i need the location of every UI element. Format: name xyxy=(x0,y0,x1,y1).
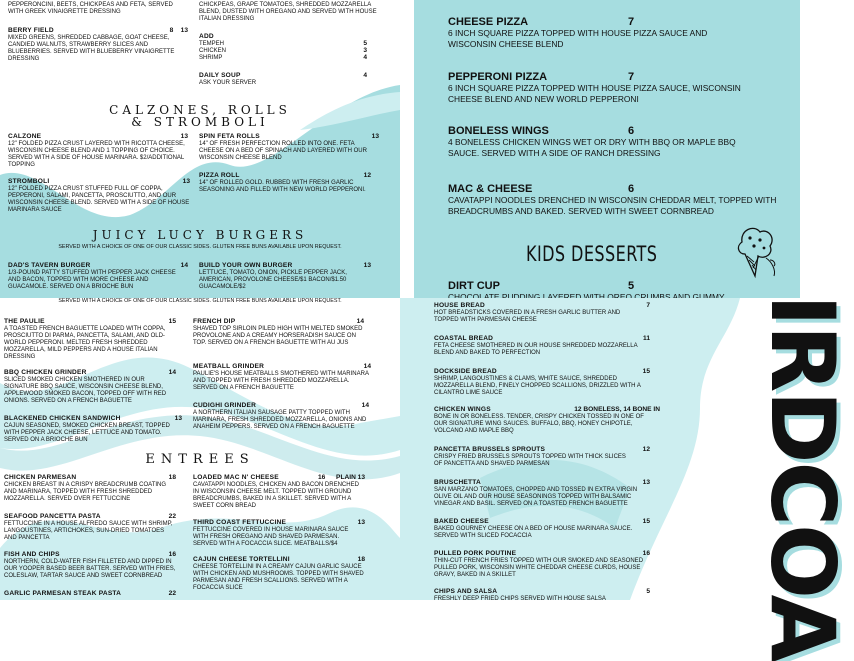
item-price: 16 xyxy=(168,551,176,558)
menu-item-spin-feta-rolls xyxy=(199,133,379,162)
item-desc: PAULIE'S HOUSE MEATBALLS SMOTHERED WITH MARINARA AND TOPPED WITH FRESH SHREDDED MOZZARELLA. SERVED ON A FRENCH BAGUETTE xyxy=(193,371,369,392)
menu-item-blackened-chicken-sandwich xyxy=(4,415,182,444)
item-name: BRUSCHETTA xyxy=(434,479,481,486)
menu-item-loaded-mac-n-cheese xyxy=(193,474,365,510)
item-price: 22 xyxy=(168,590,176,597)
item-price: 6 xyxy=(628,183,635,195)
section-heading-stromboli: & STROMBOLI xyxy=(131,115,269,129)
item-price: 8 13 xyxy=(169,27,188,34)
menu-item-pulled-pork-poutine xyxy=(434,550,650,579)
section-heading-burgers: JUICY LUCY BURGERS xyxy=(92,228,308,242)
menu-item-boneless-wings xyxy=(448,125,778,158)
item-desc: CAJUN SEASONED, SMOKED CHICKEN BREAST, TOPPED WITH PEPPER JACK CHEESE, LETTUCE AND TOMATO. SERVED ON A BRIOCHE BUN xyxy=(4,423,170,444)
item-desc: BAKED GOURNEY CHEESE ON A BED OF HOUSE MARINARA SAUCE. SERVED WITH SLICED FOCACCIA xyxy=(434,526,633,540)
item-name: HOUSE BREAD xyxy=(434,302,485,309)
item-desc: LETTUCE, TOMATO, ONION, PICKLE PEPPER JACK, AMERICAN, PROVOLONE CHEESE/$1 BACON/$1.50 GUACAMOLE/$2 xyxy=(199,270,347,291)
item-desc: NORTHERN, COLD-WATER FISH FILLETED AND DIPPED IN OUR YOOPER BASED BEER BATTER. SERVED WITH FRIES, COLESLAW, TARTAR SAUCE AND SWEET CORNBREAD xyxy=(4,559,176,580)
item-price: 15 xyxy=(642,518,650,525)
item-desc: PEPPERONCINI, BEETS, CHICKPEAS AND FETA, SERVED WITH GREEK VINAIGRETTE DRESSING xyxy=(8,2,173,15)
item-desc: BONE IN OR BONELESS. TENDER, CRISPY CHICKEN TOSSED IN ONE OF OUR SIGNATURE WING SAUCES. BUFFALO, BBQ, HONEY CHIPOTLE, VOLCANO AND MAPLE BBQ xyxy=(434,414,644,435)
item-name: BONELESS WINGS xyxy=(448,125,549,137)
menu-item-dads-tavern-burger xyxy=(8,262,188,291)
item-desc: MIXED GREENS, SHREDDED CABBAGE, GOAT CHEESE, CANDIED WALNUTS, STRAWBERRY SLICES AND BLUEBERRIES. SERVED WITH BLUEBERRY VINAIGRETTE DRESSING xyxy=(8,35,175,62)
item-name: CALZONE xyxy=(8,133,42,140)
menu-item-chicken-parmesan xyxy=(4,474,176,503)
item-name: CHICKEN WINGS xyxy=(434,406,491,413)
item-price: 11 xyxy=(643,335,650,342)
item-name: BLACKENED CHICKEN SANDWICH xyxy=(4,415,121,422)
item-desc: THIN-CUT FRENCH FRIES TOPPED WITH OUR SMOKED AND SEASONED PULLED PORK, WISCONSIN WHITE CHEDDAR CHEESE CURDS, HOUSE GRAVY, BAKED IN A SKILLET xyxy=(434,558,644,579)
item-price: 7 xyxy=(646,302,650,309)
add-title: ADD xyxy=(199,33,214,40)
item-name: COASTAL BREAD xyxy=(434,335,494,342)
item-desc: 14" OF ROLLED GOLD. RUBBED WITH FRESH GARLIC SEASONING AND FILLED WITH NEW WORLD PEPPERONI. xyxy=(199,180,366,194)
item-name: CAJUN CHEESE TORTELLINI xyxy=(193,556,290,563)
item-name: LOADED MAC N' CHEESE xyxy=(193,474,279,481)
item-desc: CHICKEN BREAST IN A CRISPY BREADCRUMB COATING AND MARINARA, TOPPED WITH FRESH SHREDDED MOZZARELLA. SERVED OVER FETTUCCINE xyxy=(4,482,167,503)
item-name: THE PAULIE xyxy=(4,318,45,325)
menu-item-calzone xyxy=(8,133,188,169)
menu-item-house-bread xyxy=(434,302,650,324)
item-desc: SHRIMP, LANGOUSTINES & CLAMS, WHITE SAUCE, SHREDDED MOZZARELLA BLEND, FINELY CHOPPED SCALLIONS, DRIZZLED WITH A CILANTRO LIME SAUCE xyxy=(434,376,641,397)
add-item-price: 5 xyxy=(363,40,367,48)
item-desc: SLICED SMOKED CHICKEN SMOTHERED IN OUR SIGNATURE BBQ SAUCE, WISCONSIN CHEESE BLEND, APPLEWOOD SMOKED BACON, TOPPED OFF WITH RED ONIONS. SERVED ON A FRENCH BAGUETTE xyxy=(4,377,167,404)
add-item-name: SHRIMP xyxy=(199,55,223,62)
item-name: MAC & CHEESE xyxy=(448,183,533,195)
item-name: MEATBALL GRINDER xyxy=(193,363,265,370)
item-price: 15 xyxy=(642,368,650,375)
item-price: 13 xyxy=(182,178,190,185)
item-price: 14 xyxy=(168,369,176,376)
item-name: PEPPERONI PIZZA xyxy=(448,71,548,83)
item-desc: FRESHLY DEEP FRIED CHIPS SERVED WITH HOUSE SALSA xyxy=(434,596,606,603)
item-price: 5 xyxy=(628,280,635,292)
section-heading-calzones: CALZONES, ROLLS xyxy=(109,103,291,117)
menu-item-daily-soup xyxy=(199,72,367,87)
item-price: 6 xyxy=(628,125,635,137)
menu-item-pizza-roll xyxy=(199,172,371,194)
item-name: PANCETTA BRUSSELS SPROUTS xyxy=(434,446,546,453)
item-price: 4 xyxy=(363,72,367,79)
item-desc: SHAVED TOP SIRLOIN PILED HIGH WITH MELTED SMOKED PROVOLONE AND A CREAMY HORSERADISH SAUCE ON TOP. SERVED ON A FRENCH BAGUETTE WITH AU JUS xyxy=(193,326,363,347)
item-price: 22 xyxy=(168,513,176,520)
menu-item-chicken-wings xyxy=(434,406,660,435)
item-price: 13 xyxy=(642,479,650,486)
brand-logo-text: IRDCOA xyxy=(751,294,854,661)
menu-panel-salads-calzones-burgers xyxy=(0,0,400,298)
item-name: CHEESE PIZZA xyxy=(448,16,529,28)
item-price: 15 xyxy=(168,318,176,325)
menu-item-the-paulie xyxy=(4,318,176,361)
item-name: BUILD YOUR OWN BURGER xyxy=(199,262,293,269)
item-name: DAILY SOUP xyxy=(199,72,241,79)
item-name: PIZZA ROLL xyxy=(199,172,240,179)
item-price: 13 xyxy=(174,415,182,422)
item-desc: A NORTHERN ITALIAN SAUSAGE PATTY TOPPED WITH MARINARA, FRESH SHREDDED MOZZARELLA, ONIONS AND ANAHEIM PEPPERS. SERVED ON A FRENCH BAGUETTE xyxy=(193,410,367,431)
item-desc: FETA CHEESE SMOTHERED IN OUR HOUSE SHREDDED MOZZARELLA BLEND AND BAKED TO PERFECTION xyxy=(434,343,638,357)
section-heading-kids-desserts: KIDS DESSERTS xyxy=(526,242,658,266)
item-desc: SAN MARZANO TOMATOES, CHOPPED AND TOSSED IN EXTRA VIRGIN OLIVE OIL AND OUR HOUSE SEASONINGS TOPPED WITH BALSAMIC VINEGAR AND BASIL. SERVED ON A TOASTED FRENCH BAGUETTE xyxy=(434,487,638,508)
item-price: 12 xyxy=(363,172,371,179)
add-item-name: CHICKEN xyxy=(199,48,227,55)
menu-item-seafood-pancetta-pasta xyxy=(4,513,176,542)
menu-item-pepperoni-pizza xyxy=(448,71,768,104)
item-desc: CHICKPEAS, GRAPE TOMATOES, SHREDDED MOZZARELLA BLEND, DUSTED WITH OREGANO AND SERVED WITH HOUSE ITALIAN DRESSING xyxy=(199,2,377,22)
item-price: 14 xyxy=(363,363,371,370)
add-ons xyxy=(199,33,367,61)
menu-item-bruschetta xyxy=(434,479,650,508)
menu-item-third-coast-fettuccine xyxy=(193,519,365,548)
item-name: THIRD COAST FETTUCCINE xyxy=(193,519,287,526)
item-name: DIRT CUP xyxy=(448,280,500,292)
menu-panel-sandwiches-entrees xyxy=(0,298,400,600)
menu-item-french-dip xyxy=(193,318,364,347)
item-desc: 14" OF FRESH PERFECTION ROLLED INTO ONE. FETA CHEESE ON A BED OF SPINACH AND LAYERED WITH OUR WISCONSIN CHEESE BLEND xyxy=(199,141,367,162)
item-desc: CHEESE TORTELLINI IN A CREAMY CAJUN GARLIC SAUCE WITH CHICKEN AND MUSHROOMS. TOPPED WITH SHAVED PARMESAN AND FRESH SCALLIONS. SERVED WITH A FOCACCIA SLICE xyxy=(193,564,364,591)
menu-item-coastal-bread xyxy=(434,335,650,357)
item-name: DAD'S TAVERN BURGER xyxy=(8,262,91,269)
item-desc: A TOASTED FRENCH BAGUETTE LOADED WITH COPPA, PROSCIUTTO DI PARMA, PANCETTA, SALAMI, AND OLD-WORLD PEPPERONI. MELTED FRESH SHREDDED MOZZARELLA, MILD PEPPERS AND A HOUSE ITALIAN DRESSING xyxy=(4,326,166,360)
item-desc: 12" FOLDED PIZZA CRUST STUFFED FULL OF COPPA, PEPPERONI, SALAMI, PANCETTA, PROSCIUTTO, AND OUR WISCONSIN CHEESE BLEND. SERVED WITH A SIDE OF HOUSE MARINARA SAUCE xyxy=(8,186,190,213)
item-desc: 1/3-POUND PATTY STUFFED WITH PEPPER JACK CHEESE AND BACON, TOPPED WITH MORE CHEESE AND GUACAMOLE. SERVED ON A BRIOCHE BUN xyxy=(8,270,176,291)
item-name: DOCKSIDE BREAD xyxy=(434,368,497,375)
item-desc: FETTUCCINE IN A HOUSE ALFREDO SAUCE WITH SHRIMP, LANGOUSTINES, ARTICHOKES, SUN-DRIED TOMATOES AND PANCETTA xyxy=(4,521,173,542)
ice-cream-cone-icon xyxy=(730,224,780,282)
item-desc: 4 BONELESS CHICKEN WINGS WET OR DRY WITH BBQ OR MAPLE BBQ SAUCE. SERVED WITH A SIDE OF RANCH DRESSING xyxy=(448,137,736,158)
item-price: 18 xyxy=(168,474,176,481)
menu-item-cudighi-grinder xyxy=(193,402,369,431)
item-price: 13 xyxy=(357,519,365,526)
item-price-plain: PLAIN 13 xyxy=(336,474,365,481)
add-item-price: 3 xyxy=(363,47,367,55)
menu-item-meatball-grinder xyxy=(193,363,371,392)
item-desc: CAVATAPPI NOODLES, CHICKEN AND BACON DRENCHED IN WISCONSIN CHEESE MELT. TOPPED WITH GROUND BREADCRUMBS, BAKED IN A SKILLET. SERVED WITH A SWEET CORN BREAD xyxy=(193,482,359,509)
item-price: 13 xyxy=(180,133,188,140)
section-note: SERVED WITH A CHOICE OF ONE OF OUR CLASSIC SIDES. GLUTEN FREE BUNS AVAILABLE UPON REQUEST. xyxy=(58,298,342,304)
item-price: 13 xyxy=(363,262,371,269)
item-name: PULLED PORK POUTINE xyxy=(434,550,517,557)
item-price: 7 xyxy=(628,16,635,28)
item-name: CHICKEN PARMESAN xyxy=(4,474,77,481)
item-price: 5 xyxy=(646,588,650,595)
menu-item-garlic-parmesan-steak-pasta xyxy=(4,590,176,597)
item-price: 14 xyxy=(180,262,188,269)
menu-item-pancetta-brussels-sprouts xyxy=(434,446,650,468)
item-price: 16 xyxy=(642,550,650,557)
item-desc: CRISPY FRIED BRUSSELS SPROUTS TOPPED WITH THICK SLICES OF PANCETTA AND SHAVED PARMESAN xyxy=(434,454,626,468)
item-price: 14 xyxy=(361,402,369,409)
menu-item-cheese-pizza xyxy=(448,16,768,49)
add-item-price: 4 xyxy=(363,54,367,62)
menu-item-mac-and-cheese xyxy=(448,183,788,216)
item-name: SEAFOOD PANCETTA PASTA xyxy=(4,513,101,520)
item-desc: 6 INCH SQUARE PIZZA TOPPED WITH HOUSE PIZZA SAUCE, WISCONSIN CHEESE BLEND AND NEW WORLD PEPPERONI xyxy=(448,83,741,104)
menu-item-stromboli xyxy=(8,178,190,214)
menu-item-build-your-own-burger xyxy=(199,262,371,291)
item-price: 7 xyxy=(628,71,635,83)
menu-item-baked-cheese xyxy=(434,518,650,540)
menu-panel-kids xyxy=(414,0,800,302)
item-name: FRENCH DIP xyxy=(193,318,236,325)
item-price: 13 xyxy=(371,133,379,140)
item-price: 16 xyxy=(318,474,326,481)
item-desc: 12" FOLDED PIZZA CRUST LAYERED WITH RICOTTA CHEESE, WISCONSIN CHEESE BLEND AND 1 TOPPING OF CHOICE. SERVED WITH A SIDE OF HOUSE MARINARA. $2/ADDITIONAL TOPPING xyxy=(8,141,185,168)
item-price: 18 xyxy=(357,556,365,563)
section-note: SERVED WITH A CHOICE OF ONE OF OUR CLASSIC SIDES. GLUTEN FREE BUNS AVAILABLE UPON REQUEST. xyxy=(58,244,342,250)
menu-panel-appetizers xyxy=(400,294,854,661)
menu-item-dockside-bread xyxy=(434,368,650,397)
item-name: BBQ CHICKEN GRINDER xyxy=(4,369,87,376)
item-desc: 6 INCH SQUARE PIZZA TOPPED WITH HOUSE PIZZA SAUCE AND WISCONSIN CHEESE BLEND xyxy=(448,28,708,49)
item-price: 12 BONELESS, 14 BONE IN xyxy=(574,406,660,413)
menu-item-cajun-cheese-tortellini xyxy=(193,556,365,592)
item-desc: FETTUCCINE COVERED IN HOUSE MARINARA SAUCE WITH FRESH OREGANO AND SHAVED PARMESAN. SERVED WITH A FOCACCIA SLICE. MEATBALLS/$4 xyxy=(193,527,349,548)
item-price: 12 xyxy=(642,446,650,453)
item-name: SPIN FETA ROLLS xyxy=(199,133,260,140)
menu-item-fish-and-chips xyxy=(4,551,176,580)
menu-item-berry-field xyxy=(8,27,188,63)
item-name: GARLIC PARMESAN STEAK PASTA xyxy=(4,590,122,597)
add-item-name: TEMPEH xyxy=(199,41,225,48)
item-name: FISH AND CHIPS xyxy=(4,551,60,558)
item-price: 14 xyxy=(356,318,364,325)
item-name: BERRY FIELD xyxy=(8,27,54,34)
item-desc: ASK YOUR SERVER xyxy=(199,80,257,87)
item-name: BAKED CHEESE xyxy=(434,518,489,525)
menu-item-bbq-chicken-grinder xyxy=(4,369,176,405)
section-heading-entrees: ENTREES xyxy=(145,452,255,467)
item-name: CHIPS AND SALSA xyxy=(434,588,498,595)
item-name: STROMBOLI xyxy=(8,178,50,185)
item-desc: HOT BREADSTICKS COVERED IN A FRESH GARLIC BUTTER AND TOPPED WITH PARMESAN CHEESE xyxy=(434,310,621,324)
item-desc: CAVATAPPI NOODLES DRENCHED IN WISCONSIN CHEDDAR MELT, TOPPED WITH BREADCRUMBS AND BAKED. SERVED WITH SWEET CORNBREAD xyxy=(448,195,777,216)
item-name: CUDIGHI GRINDER xyxy=(193,402,257,409)
menu-item-chips-and-salsa xyxy=(434,588,650,603)
